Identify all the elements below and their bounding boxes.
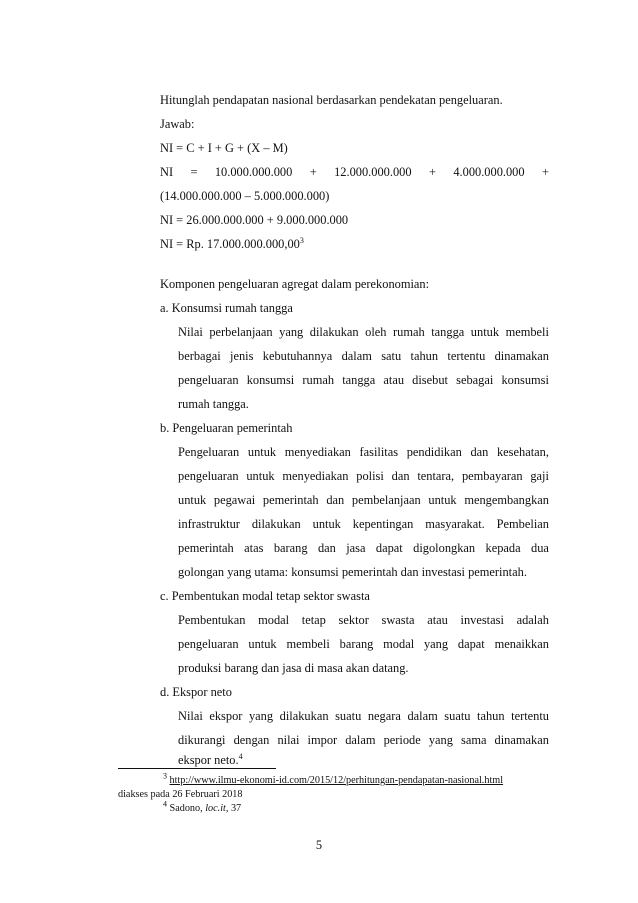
word: untuk <box>428 493 457 507</box>
word: infrastruktur <box>178 517 240 531</box>
word: konsumsi <box>246 373 295 387</box>
calc-result: NI = Rp. 17.000.000.000,00 <box>160 237 300 251</box>
word: dilakukan <box>279 709 329 723</box>
word: jasa <box>346 541 366 555</box>
word: berbagai <box>178 349 221 363</box>
calc-word: 12.000.000.000 <box>334 165 412 179</box>
footnote-4-mark: 4 <box>163 799 167 809</box>
word: masyarakat. <box>425 517 485 531</box>
word: yang <box>423 637 449 651</box>
word: yang <box>279 325 304 339</box>
word: dalam <box>341 349 372 363</box>
word: pengeluaran <box>178 373 239 387</box>
word: pengeluaran <box>178 469 239 483</box>
item-a-line-1 <box>178 324 549 340</box>
item-d-last-line <box>178 752 243 768</box>
word: gaji <box>530 469 549 483</box>
word: oleh <box>365 325 387 339</box>
word: jenis <box>230 349 254 363</box>
komponen-intro: Komponen pengeluaran agregat dalam perekonomian: <box>160 277 430 291</box>
word: pembayaran <box>461 469 523 483</box>
word: untuk <box>312 517 341 531</box>
word: dan <box>391 469 410 483</box>
footnote-4 <box>163 799 242 815</box>
footnote-4-page: , 37 <box>225 803 242 814</box>
word: pemerintah <box>262 493 319 507</box>
word: dan <box>326 493 345 507</box>
word: menyediakan <box>282 469 349 483</box>
word: sektor <box>338 613 369 627</box>
word: menyediakan <box>284 445 351 459</box>
word: periode <box>383 733 421 747</box>
word: kebutuhannya <box>262 349 333 363</box>
word: untuk <box>178 493 207 507</box>
calc-line-4 <box>160 236 304 252</box>
word: dinamakan <box>494 349 549 363</box>
item-b-line-5 <box>178 540 549 556</box>
word: untuk <box>248 637 277 651</box>
word: sebagai <box>456 373 494 387</box>
word: disebut <box>412 373 448 387</box>
item-b-line-2 <box>178 468 549 484</box>
word: tentara, <box>417 469 455 483</box>
word: dengan <box>233 733 270 747</box>
word: konsumsi <box>501 373 549 387</box>
word: swasta <box>381 613 415 627</box>
word: tangga <box>342 373 376 387</box>
calc-line-3: NI = 26.000.000.000 + 9.000.000.000 <box>160 213 349 227</box>
item-a-line-3 <box>178 372 549 388</box>
word: pemerintah <box>178 541 234 555</box>
word: ekspor <box>209 709 243 723</box>
word: modal <box>383 637 415 651</box>
word: tahun <box>410 349 439 363</box>
word: satu <box>381 349 402 363</box>
footnote-ref-3[interactable]: 3 <box>299 235 304 245</box>
word: membeli <box>505 325 549 339</box>
word: nilai <box>277 733 300 747</box>
word: kesehatan, <box>496 445 549 459</box>
word: dua <box>531 541 549 555</box>
calc-word: 4.000.000.000 <box>453 165 525 179</box>
word: kepentingan <box>352 517 414 531</box>
word: membeli <box>286 637 330 651</box>
word: atau <box>383 373 405 387</box>
word: polisi <box>356 469 384 483</box>
calc-line-2: (14.000.000.000 – 5.000.000.000) <box>160 189 330 203</box>
calc-word: 10.000.000.000 <box>214 165 293 179</box>
word: rumah <box>393 325 425 339</box>
word: pengeluaran <box>178 637 239 651</box>
calc-word: + <box>309 165 317 179</box>
word: tangga <box>431 325 465 339</box>
word: dilakukan <box>309 325 359 339</box>
word: tetap <box>301 613 326 627</box>
word: mengembangkan <box>464 493 549 507</box>
word: dapat <box>457 637 485 651</box>
word: Nilai <box>178 325 203 339</box>
word: atas <box>244 541 264 555</box>
item-b-last-line: golongan yang utama: konsumsi pemerintah dan investasi pemerintah. <box>178 565 527 579</box>
word: dinamakan <box>494 733 549 747</box>
word: suatu <box>444 709 471 723</box>
item-c-line-2 <box>178 636 549 652</box>
word: impor <box>307 733 338 747</box>
word: tahun <box>477 709 505 723</box>
word: dan <box>317 541 336 555</box>
jawab-label: Jawab: <box>160 117 195 131</box>
calc-word: NI <box>160 165 174 179</box>
word: Pembelian <box>496 517 549 531</box>
calc-line-1 <box>160 164 549 180</box>
word: barang <box>273 541 308 555</box>
word: fasilitas <box>359 445 399 459</box>
word: dan <box>470 445 489 459</box>
word: pegawai <box>213 493 256 507</box>
word: pembelanjaan <box>351 493 421 507</box>
calc-word: + <box>541 165 549 179</box>
footnote-4-ref: loc.it <box>205 803 226 814</box>
item-a-last-line: rumah tangga. <box>178 397 249 411</box>
word: modal <box>258 613 290 627</box>
item-d-last-text: ekspor neto. <box>178 753 239 767</box>
word: perbelanjaan <box>209 325 273 339</box>
item-c-last-line: produksi barang dan jasa di masa akan datang. <box>178 661 409 675</box>
word: untuk <box>246 469 275 483</box>
formula-line: NI = C + I + G + (X – M) <box>160 141 288 155</box>
footnote-ref-4[interactable]: 4 <box>238 751 243 761</box>
word: dilakukan <box>251 517 301 531</box>
footnote-3-mark: 3 <box>163 771 167 781</box>
word: tertentu <box>511 709 549 723</box>
word: Pembentukan <box>178 613 246 627</box>
footnote-4-author: Sadono, <box>169 803 203 814</box>
word: negara <box>367 709 401 723</box>
item-d-line-1 <box>178 708 549 724</box>
item-c-heading: c. Pembentukan modal tetap sektor swasta <box>160 589 370 603</box>
word: sama <box>461 733 487 747</box>
word: tertentu <box>447 349 486 363</box>
word: rumah <box>302 373 335 387</box>
item-b-line-4 <box>178 516 549 532</box>
item-d-heading: d. Ekspor neto <box>160 685 232 699</box>
word: barang <box>339 637 374 651</box>
word: kepada <box>485 541 521 555</box>
word: atau <box>427 613 448 627</box>
item-c-line-1 <box>178 612 549 628</box>
item-b-heading: b. Pengeluaran pemerintah <box>160 421 293 435</box>
word: dikurangi <box>178 733 226 747</box>
footnote-3-link[interactable]: http://www.ilmu-ekonomi-id.com/2015/12/perhitungan-pendapatan-nasional.html <box>169 775 504 786</box>
word: yang <box>248 709 274 723</box>
word: menaikkan <box>494 637 549 651</box>
word: yang <box>428 733 453 747</box>
word: adalah <box>516 613 549 627</box>
intro-text: Hitunglah pendapatan nasional berdasarkan pendekatan pengeluaran. <box>160 93 503 107</box>
word: pendidikan <box>406 445 462 459</box>
word: dapat <box>375 541 403 555</box>
item-b-line-3 <box>178 492 549 508</box>
footnote-3 <box>163 771 504 787</box>
footnote-3-continuation: diakses pada 26 Februari 2018 <box>118 789 243 800</box>
item-b-line-1 <box>178 444 549 460</box>
word: Nilai <box>178 709 203 723</box>
calc-word: = <box>190 165 198 179</box>
word: dalam <box>345 733 376 747</box>
word: untuk <box>470 325 500 339</box>
item-a-line-2 <box>178 348 549 364</box>
calc-word: + <box>428 165 436 179</box>
word: dalam <box>407 709 438 723</box>
page-number: 5 <box>315 838 323 852</box>
footnote-separator <box>118 768 276 769</box>
item-d-line-2 <box>178 732 549 748</box>
word: Pengeluaran <box>178 445 240 459</box>
word: digolongkan <box>413 541 476 555</box>
word: untuk <box>247 445 277 459</box>
item-a-heading: a. Konsumsi rumah tangga <box>160 301 293 315</box>
word: investasi <box>460 613 504 627</box>
word: suatu <box>335 709 362 723</box>
